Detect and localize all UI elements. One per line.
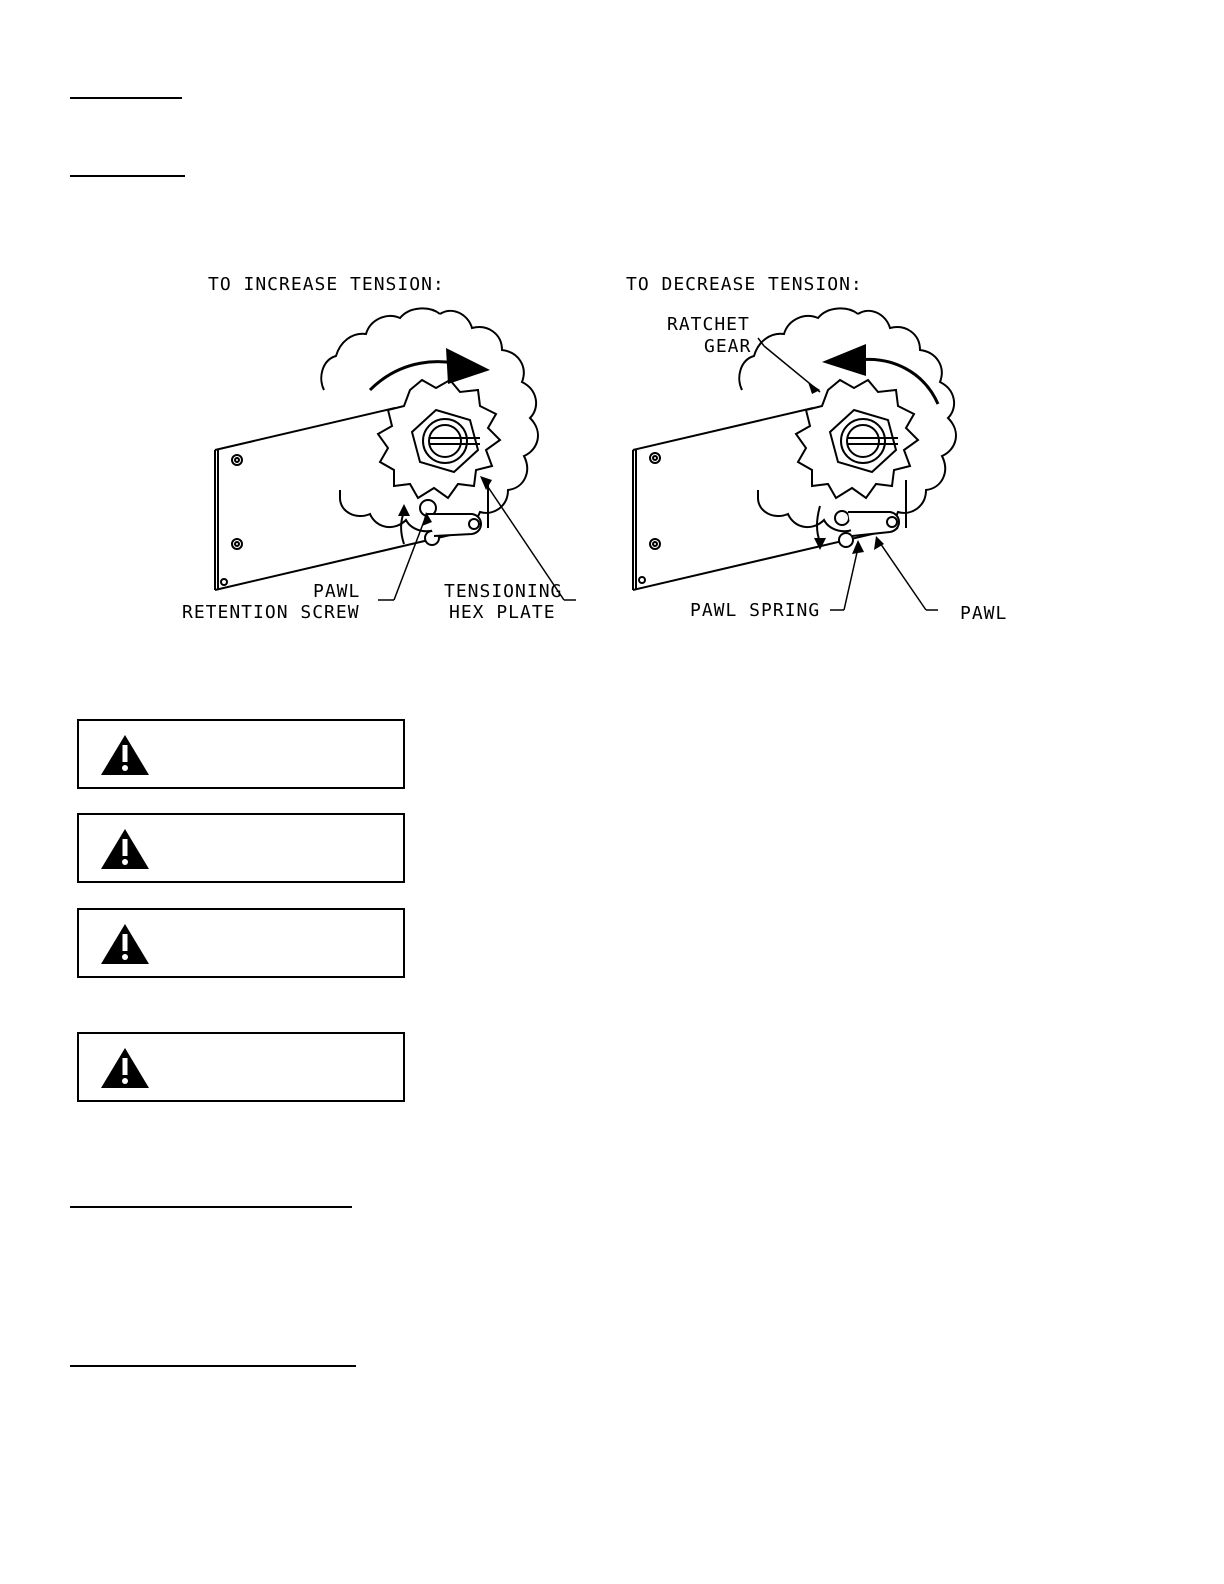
hex-plate-label: HEX PLATE [449, 602, 556, 623]
warning-box-1 [77, 719, 405, 789]
pawl-spring-label: PAWL SPRING [690, 600, 821, 621]
gear-label: GEAR [704, 336, 752, 357]
pawl-right-label: PAWL [960, 603, 1008, 624]
warning-box-2 [77, 813, 405, 883]
section-heading-rule-1 [70, 97, 182, 99]
warning-triangle-icon [99, 922, 151, 966]
warning-triangle-icon [99, 827, 151, 871]
section-heading-rule-2 [70, 175, 185, 177]
warning-box-3 [77, 908, 405, 978]
retention-screw-label: RETENTION SCREW [182, 602, 360, 623]
decrease-tension-title: TO DECREASE TENSION: [626, 274, 863, 295]
pawl-label: PAWL [313, 581, 361, 602]
warning-triangle-icon [99, 1046, 151, 1090]
tensioning-label: TENSIONING [444, 581, 563, 602]
section-heading-rule-4 [70, 1365, 356, 1367]
increase-tension-title: TO INCREASE TENSION: [208, 274, 445, 295]
warning-triangle-icon [99, 733, 151, 777]
warning-box-4 [77, 1032, 405, 1102]
ratchet-label: RATCHET [667, 314, 750, 335]
increase-tension-diagram [190, 300, 610, 620]
decrease-tension-diagram [608, 300, 1028, 620]
section-heading-rule-3 [70, 1206, 352, 1208]
